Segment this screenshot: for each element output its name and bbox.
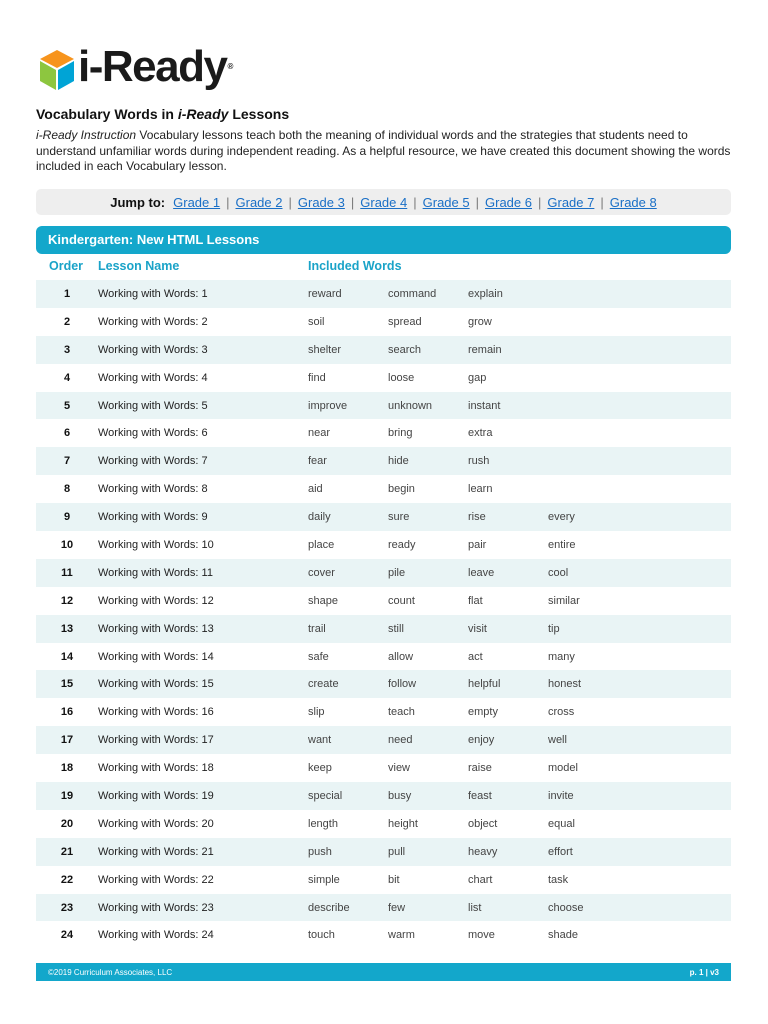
row-word: heavy (468, 845, 498, 858)
row-lesson-name: Working with Words: 12 (98, 594, 214, 607)
row-lesson-name: Working with Words: 22 (98, 873, 214, 886)
jump-separator: | (413, 194, 417, 210)
row-word: pull (388, 845, 406, 858)
row-lesson-name: Working with Words: 23 (98, 901, 214, 914)
row-lesson-name: Working with Words: 5 (98, 399, 208, 412)
row-word: length (308, 817, 338, 830)
row-lesson-name: Working with Words: 16 (98, 706, 214, 719)
row-word: push (308, 845, 332, 858)
row-word: reward (308, 287, 342, 300)
column-header-order: Order (49, 259, 84, 273)
table-row (36, 392, 731, 420)
row-word: follow (388, 678, 417, 691)
row-word: list (468, 901, 482, 914)
jump-link-grade-6[interactable]: Grade 6 (485, 194, 532, 210)
cube-logo-icon (40, 50, 74, 90)
row-word: ready (388, 538, 416, 551)
table-row (36, 894, 731, 922)
row-word: visit (468, 622, 487, 635)
row-word: model (548, 762, 578, 775)
row-word: special (308, 789, 343, 802)
table-row (36, 921, 731, 949)
row-word: trail (308, 622, 326, 635)
row-word: near (308, 427, 331, 440)
row-word: extra (468, 427, 493, 440)
row-word: find (308, 371, 326, 384)
table-row (36, 280, 731, 308)
table-row (36, 336, 731, 364)
row-order: 15 (60, 678, 74, 691)
jump-link-grade-8[interactable]: Grade 8 (609, 194, 657, 210)
row-order: 11 (61, 566, 73, 579)
table-row (36, 308, 731, 336)
page-footer (36, 963, 731, 981)
row-word: pair (468, 538, 487, 551)
row-lesson-name: Working with Words: 7 (98, 455, 208, 468)
row-lesson-name: Working with Words: 18 (98, 762, 214, 775)
row-word: explain (468, 287, 503, 300)
row-lesson-name: Working with Words: 13 (98, 622, 214, 635)
row-word: honest (548, 678, 582, 691)
column-header-included-words: Included Words (308, 259, 402, 273)
table-row (36, 838, 731, 866)
row-word: view (388, 762, 411, 775)
section-header: Kindergarten: New HTML Lessons (36, 226, 731, 254)
table-row (36, 559, 731, 587)
row-order: 21 (60, 845, 74, 858)
row-word: create (308, 678, 339, 691)
row-lesson-name: Working with Words: 10 (98, 538, 214, 551)
row-order: 18 (60, 762, 74, 775)
row-word: loose (388, 371, 415, 384)
row-order: 23 (60, 901, 74, 914)
table-row (36, 503, 731, 531)
row-word: many (548, 650, 575, 663)
row-order: 19 (60, 789, 74, 802)
page-number: p. 1 | v3 (689, 967, 719, 977)
row-word: empty (468, 706, 498, 719)
row-lesson-name: Working with Words: 3 (98, 343, 208, 356)
row-word: cross (548, 706, 575, 719)
row-lesson-name: Working with Words: 20 (98, 817, 214, 830)
row-word: fear (308, 455, 327, 468)
row-word: flat (468, 594, 483, 607)
table-row (36, 866, 731, 894)
row-word: well (548, 734, 567, 747)
row-word: warm (388, 929, 415, 942)
jump-separator: | (350, 194, 355, 210)
jump-separator: | (538, 194, 542, 210)
column-header-lesson-name: Lesson Name (98, 259, 180, 273)
row-word: leave (468, 566, 495, 579)
row-word: shade (548, 929, 578, 942)
row-word: pile (388, 566, 406, 579)
table-row (36, 698, 731, 726)
row-lesson-name: Working with Words: 6 (98, 427, 208, 440)
row-order: 8 (63, 483, 71, 496)
row-word: chart (468, 873, 493, 886)
row-word: spread (388, 315, 422, 328)
table-row (36, 615, 731, 643)
row-word: still (388, 622, 404, 635)
row-word: want (308, 734, 332, 747)
row-order: 12 (60, 594, 74, 607)
row-order: 5 (63, 399, 71, 412)
row-word: grow (468, 315, 492, 328)
row-order: 1 (63, 287, 71, 300)
row-word: act (468, 650, 483, 663)
table-row (36, 419, 731, 447)
copyright-text: ©2019 Curriculum Associates, LLC (48, 967, 173, 977)
row-word: move (468, 929, 495, 942)
row-word: describe (308, 901, 350, 914)
row-lesson-name: Working with Words: 17 (98, 734, 214, 747)
table-row (36, 782, 731, 810)
row-word: choose (548, 901, 584, 914)
row-word: feast (468, 789, 492, 802)
row-word: remain (468, 343, 502, 356)
row-order: 6 (63, 427, 71, 440)
row-lesson-name: Working with Words: 21 (98, 845, 214, 858)
row-word: touch (308, 929, 335, 942)
row-lesson-name: Working with Words: 9 (98, 511, 208, 524)
row-word: entire (548, 538, 576, 551)
row-word: unknown (388, 399, 433, 412)
row-order: 2 (63, 315, 71, 328)
row-order: 10 (60, 538, 74, 551)
row-order: 20 (60, 817, 74, 830)
row-word: task (548, 873, 569, 886)
row-order: 22 (60, 873, 74, 886)
row-word: shape (308, 594, 338, 607)
row-word: cover (308, 566, 335, 579)
row-word: rush (468, 455, 490, 468)
row-word: shelter (308, 343, 342, 356)
jump-link-grade-4[interactable]: Grade 4 (360, 194, 408, 210)
row-order: 4 (63, 371, 71, 384)
row-order: 16 (60, 706, 74, 719)
row-word: invite (548, 789, 574, 802)
row-word: keep (308, 762, 332, 775)
jump-separator: | (475, 194, 480, 210)
row-lesson-name: Working with Words: 4 (98, 371, 208, 384)
row-order: 9 (63, 511, 71, 524)
row-word: count (388, 594, 415, 607)
row-word: aid (308, 483, 323, 496)
row-lesson-name: Working with Words: 1 (98, 287, 208, 300)
row-word: cool (548, 566, 569, 579)
table-row (36, 726, 731, 754)
row-word: similar (548, 594, 580, 607)
row-word: instant (468, 399, 501, 412)
jump-link-grade-7[interactable]: Grade 7 (547, 194, 595, 210)
row-word: place (308, 538, 335, 551)
row-word: raise (468, 762, 492, 775)
row-word: sure (388, 511, 410, 524)
table-row (36, 587, 731, 615)
row-order: 14 (60, 650, 74, 663)
row-lesson-name: Working with Words: 11 (98, 566, 213, 579)
row-word: height (388, 817, 418, 830)
row-word: improve (308, 399, 348, 412)
table-row (36, 754, 731, 782)
row-order: 17 (60, 734, 74, 747)
row-word: need (388, 734, 413, 747)
row-lesson-name: Working with Words: 19 (98, 789, 214, 802)
lessons-table (36, 280, 731, 949)
table-row (36, 810, 731, 838)
row-word: allow (388, 650, 414, 663)
row-word: rise (468, 511, 486, 524)
jump-link-grade-1[interactable]: Grade 1 (173, 194, 221, 210)
table-row (36, 364, 731, 392)
i-ready-logo (40, 44, 232, 94)
row-word: object (468, 817, 498, 830)
row-word: search (388, 343, 422, 356)
grade-jump-bar (36, 189, 731, 215)
jump-separator: | (288, 194, 292, 210)
row-word: tip (548, 622, 560, 635)
row-order: 3 (63, 343, 71, 356)
row-word: teach (388, 706, 415, 719)
row-word: simple (308, 873, 340, 886)
row-lesson-name: Working with Words: 2 (98, 315, 208, 328)
jump-separator: | (600, 194, 604, 210)
row-lesson-name: Working with Words: 14 (98, 650, 214, 663)
row-word: busy (388, 789, 412, 802)
table-row (36, 643, 731, 671)
row-lesson-name: Working with Words: 24 (98, 929, 214, 942)
jump-link-grade-2[interactable]: Grade 2 (235, 194, 283, 210)
row-lesson-name: Working with Words: 15 (98, 678, 214, 691)
table-row (36, 531, 731, 559)
row-word: slip (308, 706, 325, 719)
intro-paragraph: i-Ready Instruction Vocabulary lessons teach both the meaning of individual words and the strategies that students need to understand unfamiliar words during independent reading. As a helpful resource, we have created this document showing the words included in each Vocabulary lesson. (36, 128, 731, 173)
jump-separator: | (226, 194, 230, 210)
row-word: safe (308, 650, 329, 663)
row-word: equal (548, 817, 575, 830)
table-row (36, 447, 731, 475)
row-word: bring (388, 427, 413, 440)
jump-link-grade-5[interactable]: Grade 5 (422, 194, 470, 210)
row-word: bit (388, 873, 400, 886)
row-order: 7 (63, 455, 71, 468)
row-word: learn (468, 483, 493, 496)
row-word: helpful (468, 678, 501, 691)
logo-wordmark: i-Ready® (78, 42, 232, 91)
row-word: effort (548, 845, 573, 858)
row-word: command (388, 287, 437, 300)
row-word: daily (308, 511, 331, 524)
row-word: hide (388, 455, 409, 468)
table-row (36, 475, 731, 503)
row-word: begin (388, 483, 415, 496)
row-order: 13 (60, 622, 74, 635)
row-word: few (388, 901, 406, 914)
jump-link-grade-3[interactable]: Grade 3 (297, 194, 345, 210)
jump-label: Jump to: (110, 194, 166, 210)
row-word: gap (468, 371, 487, 384)
row-word: every (548, 511, 575, 524)
row-lesson-name: Working with Words: 8 (98, 483, 208, 496)
row-word: soil (308, 315, 325, 328)
page-title: Vocabulary Words in i-Ready Lessons (36, 106, 290, 122)
table-row (36, 670, 731, 698)
row-word: enjoy (468, 734, 495, 747)
row-order: 24 (60, 929, 74, 942)
